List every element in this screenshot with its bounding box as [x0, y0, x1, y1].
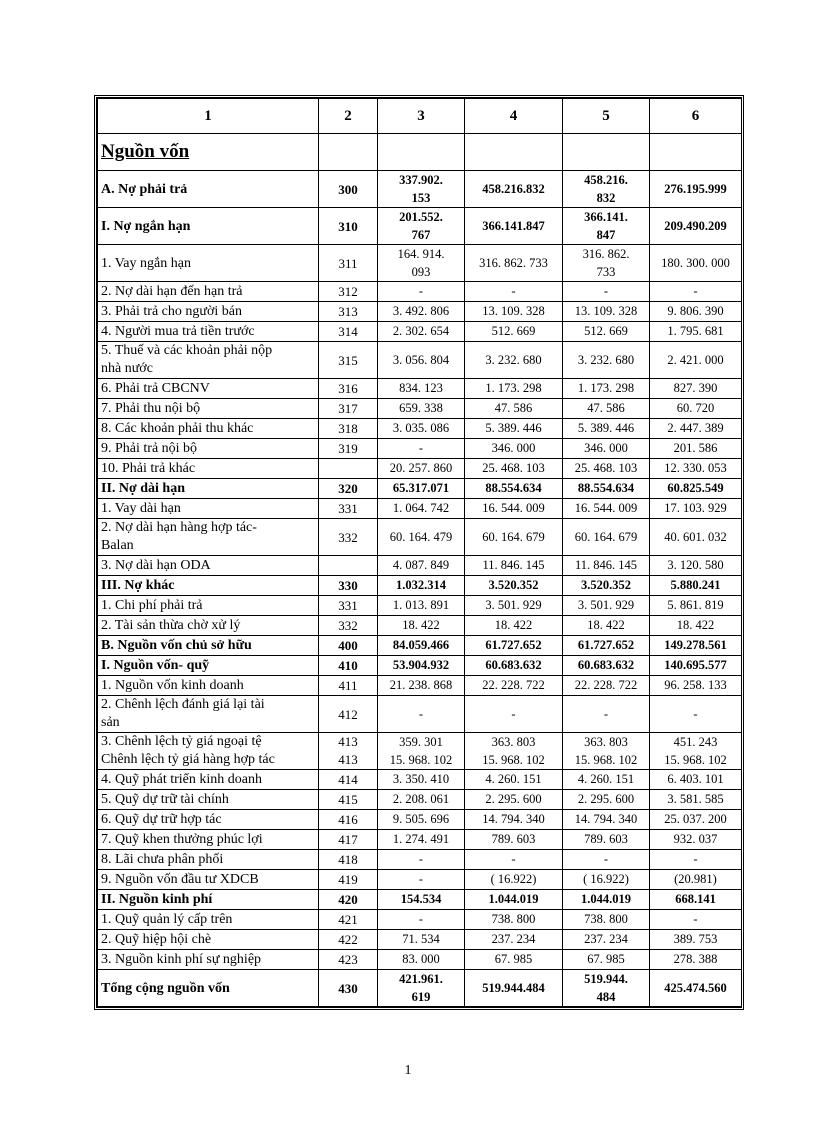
value-col-6: 209.490.209 — [650, 208, 742, 245]
row-label: 1. Quỹ quản lý cấp trên — [98, 910, 319, 930]
value-col-6: 9. 806. 390 — [650, 302, 742, 322]
value-col-3: 164. 914. 093 — [378, 245, 465, 282]
column-header-row — [98, 99, 742, 134]
value-col-3: 201.552. 767 — [378, 208, 465, 245]
value-col-6: - — [650, 910, 742, 930]
table-row — [98, 208, 742, 245]
table-row — [98, 556, 742, 576]
row-code: 410 — [319, 656, 378, 676]
row-label: 3. Nguồn kinh phí sự nghiệp — [98, 950, 319, 970]
value-col-4: 346. 000 — [465, 439, 563, 459]
value-col-4: 1.044.019 — [465, 890, 563, 910]
column-header: 6 — [650, 99, 742, 134]
value-col-6: (20.981) — [650, 870, 742, 890]
table-row — [98, 810, 742, 830]
value-col-5: 363. 803 15. 968. 102 — [563, 733, 650, 770]
value-col-5: 316. 862. 733 — [563, 245, 650, 282]
value-col-6: 18. 422 — [650, 616, 742, 636]
row-code: 423 — [319, 950, 378, 970]
table-row — [98, 676, 742, 696]
value-col-4: 61.727.652 — [465, 636, 563, 656]
value-col-4: 60. 164. 679 — [465, 519, 563, 556]
value-col-3: 21. 238. 868 — [378, 676, 465, 696]
row-code: 332 — [319, 519, 378, 556]
value-col-3: - — [378, 282, 465, 302]
row-code: 319 — [319, 439, 378, 459]
value-col-3: 65.317.071 — [378, 479, 465, 499]
value-col-5: 14. 794. 340 — [563, 810, 650, 830]
row-label: 2. Tài sản thừa chờ xử lý — [98, 616, 319, 636]
value-col-6: 2. 421. 000 — [650, 342, 742, 379]
value-col-5: 2. 295. 600 — [563, 790, 650, 810]
value-col-4: 789. 603 — [465, 830, 563, 850]
value-col-3: 3. 350. 410 — [378, 770, 465, 790]
table-row — [98, 790, 742, 810]
value-col-4: 18. 422 — [465, 616, 563, 636]
table-row — [98, 850, 742, 870]
value-col-4: 316. 862. 733 — [465, 245, 563, 282]
value-col-5: 3. 501. 929 — [563, 596, 650, 616]
row-code — [319, 459, 378, 479]
value-col-4: 2. 295. 600 — [465, 790, 563, 810]
value-col-4: 25. 468. 103 — [465, 459, 563, 479]
value-col-3: 2. 208. 061 — [378, 790, 465, 810]
value-col-3: 9. 505. 696 — [378, 810, 465, 830]
row-label: B. Nguồn vốn chủ sở hữu — [98, 636, 319, 656]
value-col-4: 13. 109. 328 — [465, 302, 563, 322]
row-code: 331 — [319, 596, 378, 616]
value-col-3: 60. 164. 479 — [378, 519, 465, 556]
value-col-3: 3. 056. 804 — [378, 342, 465, 379]
value-col-3: - — [378, 439, 465, 459]
page-number: 1 — [404, 1063, 412, 1078]
row-label: 8. Các khoản phải thu khác — [98, 419, 319, 439]
row-label: 1. Vay ngắn hạn — [98, 245, 319, 282]
row-code: 422 — [319, 930, 378, 950]
row-code: 316 — [319, 379, 378, 399]
value-col-6: 96. 258. 133 — [650, 676, 742, 696]
row-code: 414 — [319, 770, 378, 790]
table-row — [98, 616, 742, 636]
value-col-5: 18. 422 — [563, 616, 650, 636]
value-col-4: 4. 260. 151 — [465, 770, 563, 790]
value-col-3: 337.902. 153 — [378, 171, 465, 208]
value-col-4: 22. 228. 722 — [465, 676, 563, 696]
row-label: 2. Nợ dài hạn đến hạn trả — [98, 282, 319, 302]
table-row — [98, 379, 742, 399]
value-col-5: 11. 846. 145 — [563, 556, 650, 576]
value-col-6: 668.141 — [650, 890, 742, 910]
row-code: 418 — [319, 850, 378, 870]
table-row — [98, 459, 742, 479]
row-label: III. Nợ khác — [98, 576, 319, 596]
value-col-3: 1. 064. 742 — [378, 499, 465, 519]
row-label: Tổng cộng nguồn vốn — [98, 970, 319, 1007]
value-col-5: 1. 173. 298 — [563, 379, 650, 399]
balance-sheet-table-frame — [94, 95, 744, 1010]
value-col-4: 88.554.634 — [465, 479, 563, 499]
value-col-5: 13. 109. 328 — [563, 302, 650, 322]
table-row — [98, 890, 742, 910]
value-col-6: 932. 037 — [650, 830, 742, 850]
row-code: 330 — [319, 576, 378, 596]
value-col-5: 61.727.652 — [563, 636, 650, 656]
value-col-6: 827. 390 — [650, 379, 742, 399]
value-col-3: - — [378, 850, 465, 870]
row-label: 2. Chênh lệch đánh giá lại tài sản — [98, 696, 319, 733]
value-col-4: 60.683.632 — [465, 656, 563, 676]
value-col-4: 519.944.484 — [465, 970, 563, 1007]
row-code: 411 — [319, 676, 378, 696]
row-code: 317 — [319, 399, 378, 419]
row-code: 318 — [319, 419, 378, 439]
value-col-5: 3. 232. 680 — [563, 342, 650, 379]
value-col-5: 512. 669 — [563, 322, 650, 342]
table-row — [98, 519, 742, 556]
value-col-6: 2. 447. 389 — [650, 419, 742, 439]
value-col-6: 3. 120. 580 — [650, 556, 742, 576]
value-col-3: 84.059.466 — [378, 636, 465, 656]
row-label: 5. Thuế và các khoản phải nộp nhà nước — [98, 342, 319, 379]
value-col-5: 346. 000 — [563, 439, 650, 459]
value-col-4: - — [465, 696, 563, 733]
section-title-cell — [98, 134, 319, 171]
value-col-3: 834. 123 — [378, 379, 465, 399]
value-col-6: - — [650, 696, 742, 733]
value-col-6: 389. 753 — [650, 930, 742, 950]
row-label: 1. Nguồn vốn kinh doanh — [98, 676, 319, 696]
table-row — [98, 830, 742, 850]
value-col-5: ( 16.922) — [563, 870, 650, 890]
value-col-3: - — [378, 696, 465, 733]
row-code: 421 — [319, 910, 378, 930]
table-row — [98, 910, 742, 930]
table-row — [98, 419, 742, 439]
row-label: 2. Nợ dài hạn hàng hợp tác- Balan — [98, 519, 319, 556]
value-col-6: 5.880.241 — [650, 576, 742, 596]
row-label: I. Nguồn vốn- quỹ — [98, 656, 319, 676]
table-row — [98, 950, 742, 970]
row-code: 400 — [319, 636, 378, 656]
value-col-4: 3. 232. 680 — [465, 342, 563, 379]
value-col-4: ( 16.922) — [465, 870, 563, 890]
value-col-3: 1. 013. 891 — [378, 596, 465, 616]
table-row — [98, 656, 742, 676]
value-col-3: 53.904.932 — [378, 656, 465, 676]
value-col-4: 14. 794. 340 — [465, 810, 563, 830]
value-col-6: 201. 586 — [650, 439, 742, 459]
row-label: 4. Người mua trả tiền trước — [98, 322, 319, 342]
row-code: 413 413 — [319, 733, 378, 770]
row-label: 10. Phải trả khác — [98, 459, 319, 479]
table-row — [98, 636, 742, 656]
value-col-5: 25. 468. 103 — [563, 459, 650, 479]
value-col-6: 425.474.560 — [650, 970, 742, 1007]
value-col-4: 47. 586 — [465, 399, 563, 419]
value-col-5: - — [563, 282, 650, 302]
table-row — [98, 596, 742, 616]
value-col-3: - — [378, 910, 465, 930]
row-code: 417 — [319, 830, 378, 850]
value-col-3: 4. 087. 849 — [378, 556, 465, 576]
value-col-6: 276.195.999 — [650, 171, 742, 208]
column-header: 2 — [319, 99, 378, 134]
value-col-5: 22. 228. 722 — [563, 676, 650, 696]
value-col-6: - — [650, 282, 742, 302]
value-col-3: 359. 301 15. 968. 102 — [378, 733, 465, 770]
value-col-4: 237. 234 — [465, 930, 563, 950]
value-col-4: - — [465, 282, 563, 302]
table-row — [98, 970, 742, 1007]
value-col-5: 16. 544. 009 — [563, 499, 650, 519]
value-col-5: 60.683.632 — [563, 656, 650, 676]
value-col-6: 149.278.561 — [650, 636, 742, 656]
row-code: 311 — [319, 245, 378, 282]
row-code: 331 — [319, 499, 378, 519]
row-label: 3. Chênh lệch tỷ giá ngoại tệ Chênh lệch tỷ giá hàng hợp tác — [98, 733, 319, 770]
value-col-3: 20. 257. 860 — [378, 459, 465, 479]
section-title-row — [98, 134, 742, 171]
row-label: II. Nguồn kinh phí — [98, 890, 319, 910]
value-col-5: 237. 234 — [563, 930, 650, 950]
row-code — [319, 556, 378, 576]
value-col-5: - — [563, 696, 650, 733]
value-col-5: 5. 389. 446 — [563, 419, 650, 439]
value-col-6: 451. 243 15. 968. 102 — [650, 733, 742, 770]
row-label: 6. Phải trả CBCNV — [98, 379, 319, 399]
value-col-6: 60.825.549 — [650, 479, 742, 499]
table-row — [98, 302, 742, 322]
table-row — [98, 696, 742, 733]
row-label: 9. Nguồn vốn đầu tư XDCB — [98, 870, 319, 890]
table-row — [98, 499, 742, 519]
row-code: 412 — [319, 696, 378, 733]
value-col-5: 4. 260. 151 — [563, 770, 650, 790]
value-col-6: 40. 601. 032 — [650, 519, 742, 556]
value-col-6: 180. 300. 000 — [650, 245, 742, 282]
value-col-5: 519.944. 484 — [563, 970, 650, 1007]
row-code: 415 — [319, 790, 378, 810]
value-col-4: 11. 846. 145 — [465, 556, 563, 576]
table-row — [98, 245, 742, 282]
table-row — [98, 439, 742, 459]
value-col-4: - — [465, 850, 563, 870]
value-col-3: 3. 035. 086 — [378, 419, 465, 439]
value-col-6: 278. 388 — [650, 950, 742, 970]
table-row — [98, 399, 742, 419]
row-label: 3. Phải trả cho người bán — [98, 302, 319, 322]
value-col-3: 154.534 — [378, 890, 465, 910]
row-code: 300 — [319, 171, 378, 208]
value-col-5: 738. 800 — [563, 910, 650, 930]
value-col-6: 12. 330. 053 — [650, 459, 742, 479]
column-header: 1 — [98, 99, 319, 134]
value-col-6: 5. 861. 819 — [650, 596, 742, 616]
row-code: 315 — [319, 342, 378, 379]
row-label: 7. Phải thu nội bộ — [98, 399, 319, 419]
value-col-3: 2. 302. 654 — [378, 322, 465, 342]
table-row — [98, 576, 742, 596]
row-code: 420 — [319, 890, 378, 910]
value-col-4: 1. 173. 298 — [465, 379, 563, 399]
value-col-4: 363. 803 15. 968. 102 — [465, 733, 563, 770]
value-col-4: 5. 389. 446 — [465, 419, 563, 439]
value-col-3: 71. 534 — [378, 930, 465, 950]
row-code: 430 — [319, 970, 378, 1007]
row-code: 313 — [319, 302, 378, 322]
value-col-5: 366.141. 847 — [563, 208, 650, 245]
row-label: 1. Vay dài hạn — [98, 499, 319, 519]
row-label: I. Nợ ngắn hạn — [98, 208, 319, 245]
row-code: 310 — [319, 208, 378, 245]
value-col-5: 67. 985 — [563, 950, 650, 970]
table-row — [98, 171, 742, 208]
table-row — [98, 733, 742, 770]
row-code: 314 — [319, 322, 378, 342]
value-col-5: 1.044.019 — [563, 890, 650, 910]
value-col-6: 1. 795. 681 — [650, 322, 742, 342]
value-col-4: 366.141.847 — [465, 208, 563, 245]
value-col-3: 18. 422 — [378, 616, 465, 636]
table-row — [98, 930, 742, 950]
row-label: 3. Nợ dài hạn ODA — [98, 556, 319, 576]
value-col-6: - — [650, 850, 742, 870]
row-label: 8. Lãi chưa phân phối — [98, 850, 319, 870]
table-row — [98, 282, 742, 302]
table-row — [98, 770, 742, 790]
value-col-4: 512. 669 — [465, 322, 563, 342]
value-col-3: 421.961. 619 — [378, 970, 465, 1007]
value-col-3: 659. 338 — [378, 399, 465, 419]
value-col-3: 1.032.314 — [378, 576, 465, 596]
value-col-5: 3.520.352 — [563, 576, 650, 596]
value-col-3: 3. 492. 806 — [378, 302, 465, 322]
row-label: 9. Phải trả nội bộ — [98, 439, 319, 459]
value-col-5: 458.216. 832 — [563, 171, 650, 208]
value-col-6: 25. 037. 200 — [650, 810, 742, 830]
value-col-5: 47. 586 — [563, 399, 650, 419]
row-code: 332 — [319, 616, 378, 636]
row-code: 416 — [319, 810, 378, 830]
row-code: 312 — [319, 282, 378, 302]
row-code: 419 — [319, 870, 378, 890]
value-col-4: 738. 800 — [465, 910, 563, 930]
value-col-4: 67. 985 — [465, 950, 563, 970]
value-col-6: 3. 581. 585 — [650, 790, 742, 810]
value-col-4: 3.520.352 — [465, 576, 563, 596]
value-col-5: 789. 603 — [563, 830, 650, 850]
table-row — [98, 479, 742, 499]
row-label: 4. Quỹ phát triển kinh doanh — [98, 770, 319, 790]
value-col-4: 458.216.832 — [465, 171, 563, 208]
value-col-6: 60. 720 — [650, 399, 742, 419]
value-col-6: 140.695.577 — [650, 656, 742, 676]
column-header: 4 — [465, 99, 563, 134]
value-col-4: 3. 501. 929 — [465, 596, 563, 616]
column-header: 5 — [563, 99, 650, 134]
value-col-5: 88.554.634 — [563, 479, 650, 499]
value-col-5: 60. 164. 679 — [563, 519, 650, 556]
row-label: 5. Quỹ dự trữ tài chính — [98, 790, 319, 810]
section-title: Nguồn vốn — [101, 140, 190, 162]
column-header: 3 — [378, 99, 465, 134]
row-label: A. Nợ phải trả — [98, 171, 319, 208]
value-col-6: 17. 103. 929 — [650, 499, 742, 519]
row-label: II. Nợ dài hạn — [98, 479, 319, 499]
value-col-3: - — [378, 870, 465, 890]
row-label: 7. Quỹ khen thưởng phúc lợi — [98, 830, 319, 850]
row-label: 1. Chi phí phải trả — [98, 596, 319, 616]
value-col-6: 6. 403. 101 — [650, 770, 742, 790]
table-row — [98, 342, 742, 379]
table-row — [98, 870, 742, 890]
row-label: 6. Quỹ dự trữ hợp tác — [98, 810, 319, 830]
value-col-5: - — [563, 850, 650, 870]
value-col-3: 1. 274. 491 — [378, 830, 465, 850]
row-label: 2. Quỹ hiệp hội chè — [98, 930, 319, 950]
balance-sheet-table — [97, 98, 742, 1007]
row-code: 320 — [319, 479, 378, 499]
value-col-3: 83. 000 — [378, 950, 465, 970]
value-col-4: 16. 544. 009 — [465, 499, 563, 519]
table-row — [98, 322, 742, 342]
